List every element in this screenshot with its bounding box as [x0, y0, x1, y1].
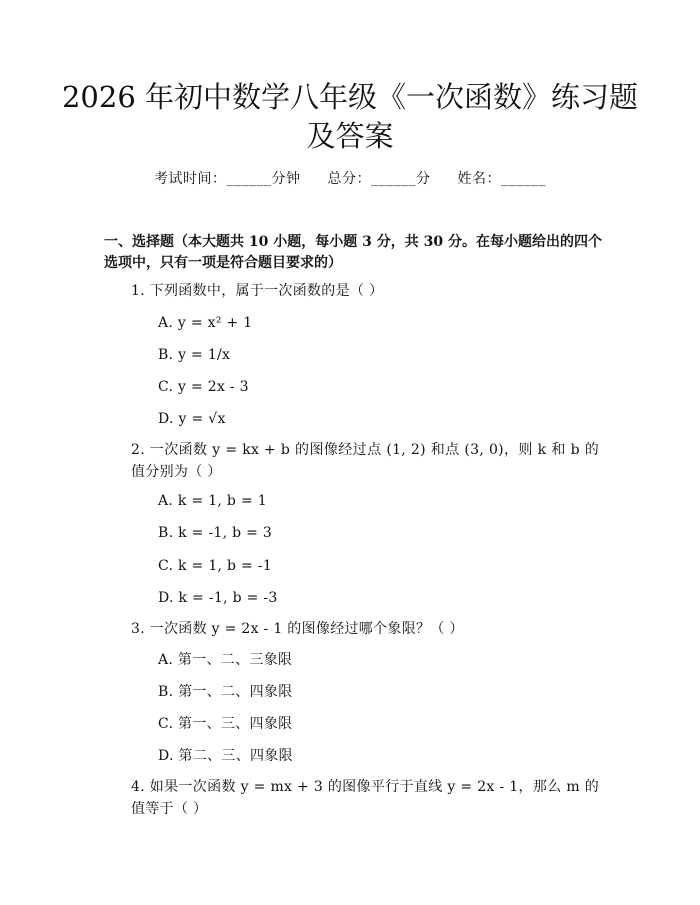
question-1-option-b: B. y = 1/x: [158, 347, 231, 363]
question-1-option-a: A. y = x² + 1: [158, 315, 253, 331]
question-2-option-d: D. k = -1, b = -3: [158, 590, 278, 606]
question-2-option-a: A. k = 1, b = 1: [158, 493, 267, 509]
section-heading: 一、选择题（本大题共 10 小题，每小题 3 分，共 30 分。在每小题给出的四个选项中，只有一项是符合题目要求的）: [104, 234, 602, 271]
question-3-option-b: B. 第一、二、四象限: [158, 684, 293, 700]
exam-total-score: 总分：______分: [327, 171, 431, 187]
title-line-2: 及答案: [306, 119, 394, 153]
question-3-option-a: A. 第一、二、三象限: [158, 652, 293, 668]
exam-time: 考试时间：______分钟: [154, 171, 301, 187]
question-3-option-d: D. 第二、三、四象限: [158, 748, 293, 764]
question-1-option-d: D. y = √x: [158, 411, 226, 427]
document-title: [60, 78, 640, 155]
exam-meta: [0, 168, 700, 188]
question-1-stem: 1. 下列函数中，属于一次函数的是（ ）: [131, 283, 384, 299]
question-3-stem: 3. 一次函数 y = 2x - 1 的图像经过哪个象限？（ ）: [131, 621, 464, 637]
question-2-option-c: C. k = 1, b = -1: [158, 558, 273, 574]
question-4-stem: 4. 如果一次函数 y = mx + 3 的图像平行于直线 y = 2x - 1，那么 m 的值等于（ ）: [131, 779, 599, 817]
question-1-option-c: C. y = 2x - 3: [158, 379, 249, 395]
student-name: 姓名：______: [457, 171, 546, 187]
title-line-1: 2026 年初中数学八年级《一次函数》练习题: [61, 80, 639, 114]
question-2-stem: 2. 一次函数 y = kx + b 的图像经过点 (1, 2) 和点 (3, 0)，则 k 和 b 的值分别为（ ）: [131, 442, 599, 480]
question-2-option-b: B. k = -1, b = 3: [158, 525, 273, 541]
question-3-option-c: C. 第一、三、四象限: [158, 716, 293, 732]
